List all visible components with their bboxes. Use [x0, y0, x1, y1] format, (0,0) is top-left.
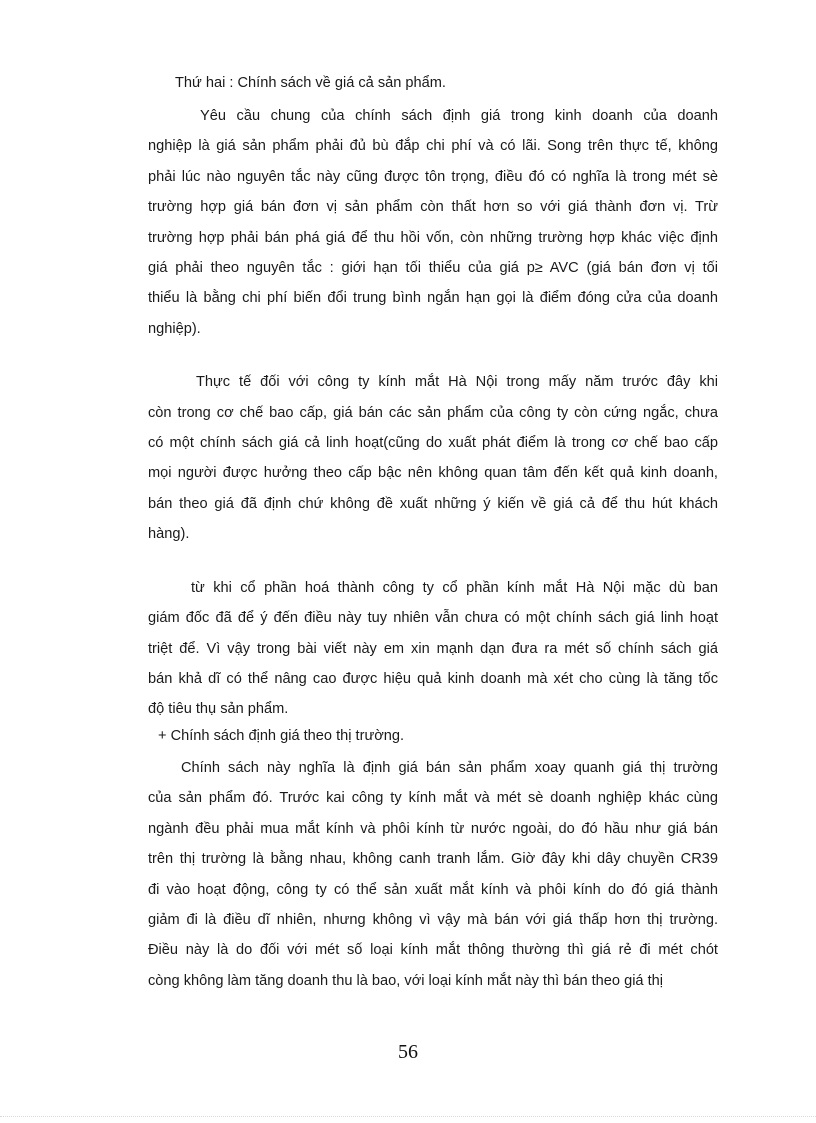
paragraph-4-line-3: ngành đều phải mua mắt kính và phôi kính từ nước ngoài, do đó hầu như giá bán — [148, 821, 718, 837]
paragraph-2-line-6: hàng). — [148, 526, 190, 542]
paragraph-4-line-1: Chính sách này nghĩa là định giá bán sản phẩm xoay quanh giá thị trường — [181, 760, 718, 776]
paragraph-1-line-1: Yêu cầu chung của chính sách định giá trong kinh doanh của doanh — [200, 108, 718, 124]
paragraph-1-line-6: giá phải theo nguyên tắc : giới hạn tối thiểu của giá p≥ AVC (giá bán đơn vị tối — [148, 260, 718, 276]
paragraph-4-line-2: của sản phẩm đó. Trước kai công ty kính mắt và mét sè doanh nghiệp khác cùng — [148, 790, 718, 806]
paragraph-4-line-8: còng không làm tăng doanh thu là bao, với loại kính mắt này thì bán theo giá thị — [148, 973, 664, 989]
paragraph-4-line-7: Điều này là do đối với mét số loại kính mắt thông thường thì giá rẻ đi mét chót — [148, 942, 718, 958]
paragraph-1-line-8: nghiệp). — [148, 321, 201, 337]
paragraph-3-line-1: từ khi cổ phần hoá thành công ty cổ phần kính mắt Hà Nội mặc dù ban — [191, 580, 718, 596]
paragraph-2-line-1: Thực tế đối với công ty kính mắt Hà Nội trong mấy năm trước đây khi — [196, 374, 718, 390]
paragraph-1-line-5: trường hợp phải bán phá giá để thu hồi vốn, còn những trường hợp khác việc định — [148, 230, 718, 246]
page-bottom-divider — [0, 1116, 816, 1118]
paragraph-4-line-6: giảm đi là điều dĩ nhiên, nhưng không vì vậy mà bán với giá thấp hơn thị trường. — [148, 912, 718, 928]
section-heading: Thứ hai : Chính sách về giá cả sản phẩm. — [175, 75, 446, 91]
page-number: 56 — [398, 1041, 418, 1063]
paragraph-1-line-4: trường hợp giá bán đơn vị sản phẩm còn thất hơn so với giá thành đơn vị. Trừ — [148, 199, 718, 215]
paragraph-3-line-5: độ tiêu thụ sản phẩm. — [148, 701, 289, 717]
paragraph-2-line-2: còn trong cơ chế bao cấp, giá bán các sản phẩm của công ty còn cứng ngắc, chưa — [148, 405, 718, 421]
paragraph-3-line-4: bán khả dĩ có thể nâng cao được hiệu quả kinh doanh mà xét cho cùng là tăng tốc — [148, 671, 718, 687]
paragraph-1-line-7: thiểu là bằng chi phí biến đổi trung bình ngắn hạn gọi là điểm đóng cửa của doanh — [148, 290, 718, 306]
paragraph-3-line-3: triệt để. Vì vậy trong bài viết này em xin mạnh dạn đưa ra mét số chính sách giá — [148, 641, 718, 657]
paragraph-2-line-3: có một chính sách giá cả linh hoạt(cũng do xuất phát điểm là trong cơ chế bao cấp — [148, 435, 718, 451]
subheading: + Chính sách định giá theo thị trường. — [158, 728, 405, 744]
paragraph-1-line-3: phải lúc nào nguyên tắc này cũng được tôn trọng, điều đó có nghĩa là trong mét sè — [148, 169, 718, 185]
paragraph-1-line-2: nghiệp là giá sản phẩm phải đủ bù đắp chi phí và có lãi. Song trên thực tế, không — [148, 138, 718, 154]
paragraph-4-line-5: đi vào hoạt động, công ty có thể sản xuất mắt kính và phôi kính do đó giá thành — [148, 882, 718, 898]
paragraph-2-line-4: mọi người được hưởng theo cấp bậc nên không quan tâm đến kết quả kinh doanh, — [148, 465, 718, 481]
paragraph-4-line-4: trên thị trường là bằng nhau, không canh tranh lắm. Giờ đây khi dây chuyền CR39 — [148, 851, 718, 867]
paragraph-3-line-2: giám đốc đã để ý đến điều này tuy nhiên vẫn chưa có một chính sách giá linh hoạt — [148, 610, 718, 626]
paragraph-2-line-5: bán theo giá đã định chứ không đề xuất những ý kiến về giá cả để thu hút khách — [148, 496, 718, 512]
